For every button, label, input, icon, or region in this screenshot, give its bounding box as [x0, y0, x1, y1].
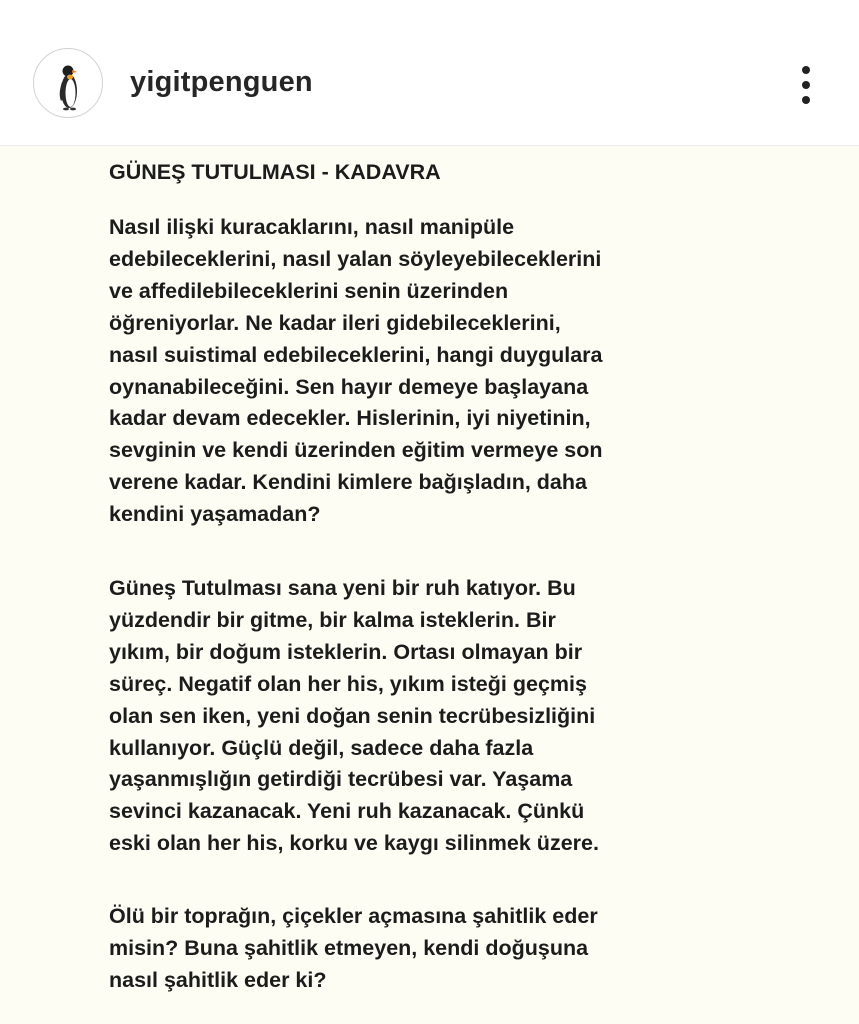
text-line: Ölü bir toprağın, çiçekler açmasına şahitlik eder [109, 904, 598, 928]
text-line: kullanıyor. Güçlü değil, sadece daha fazla [109, 735, 534, 760]
text-line: Nasıl ilişki kuracaklarını, nasıl manipüle [109, 215, 515, 239]
paragraph-2 [109, 573, 749, 860]
text-line: sevinci kazanacak. Yeni ruh kazanacak. Çünkü [109, 799, 585, 824]
text-line: yaşanmışlığın getirdiği tecrübesi var. Yaşama [109, 767, 573, 792]
post-text [109, 146, 749, 1024]
avatar[interactable] [33, 48, 103, 118]
text-line: kadar devam edecekler. Hislerinin, iyi niyetinin, [109, 406, 591, 431]
text-line: nasıl şahitlik eder ki? [109, 967, 327, 992]
username-link[interactable]: yigitpenguen [130, 66, 313, 98]
text-line: olan sen iken, yeni doğan senin tecrübesizliğini [109, 703, 596, 728]
text-line: verene kadar. Kendini kimlere bağışladın, daha [109, 470, 587, 495]
more-options-button[interactable] [792, 62, 820, 108]
post-header [0, 0, 859, 146]
penguin-icon [34, 49, 103, 118]
more-vertical-icon [802, 66, 810, 74]
text-line: oynanabileceğini. Sen hayır demeye başlayana [109, 374, 589, 399]
more-vertical-icon-dot [802, 96, 810, 104]
text-line: misin? Buna şahitlik etmeyen, kendi doğuşuna [109, 935, 589, 960]
text-line: nasıl suistimal edebileceklerini, hangi duygulara [109, 342, 603, 367]
text-line: Güneş Tutulması sana yeni bir ruh katıyor. Bu [109, 576, 576, 600]
more-vertical-icon-dot [802, 81, 810, 89]
text-line: edebileceklerini, nasıl yalan söyleyebileceklerini [109, 246, 602, 271]
text-line: ve affedilebileceklerini senin üzerinden [109, 278, 509, 303]
post-title: GÜNEŞ TUTULMASI - KADAVRA [109, 160, 441, 184]
text-line: sevginin ve kendi üzerinden eğitim vermeye son [109, 438, 603, 463]
paragraph-1 [109, 212, 749, 531]
paragraph-3 [109, 901, 749, 997]
text-line: eski olan her his, korku ve kaygı silinmek üzere. [109, 831, 599, 856]
text-line: yüzdendir bir gitme, bir kalma isteklerin. Bir [109, 607, 556, 632]
text-line: öğreniyorlar. Ne kadar ileri gidebileceklerini, [109, 310, 561, 335]
text-line: kendini yaşamadan? [109, 502, 321, 527]
text-line: süreç. Negatif olan her his, yıkım isteği geçmiş [109, 671, 587, 696]
text-line: yıkım, bir doğum isteklerin. Ortası olmayan bir [109, 639, 583, 664]
